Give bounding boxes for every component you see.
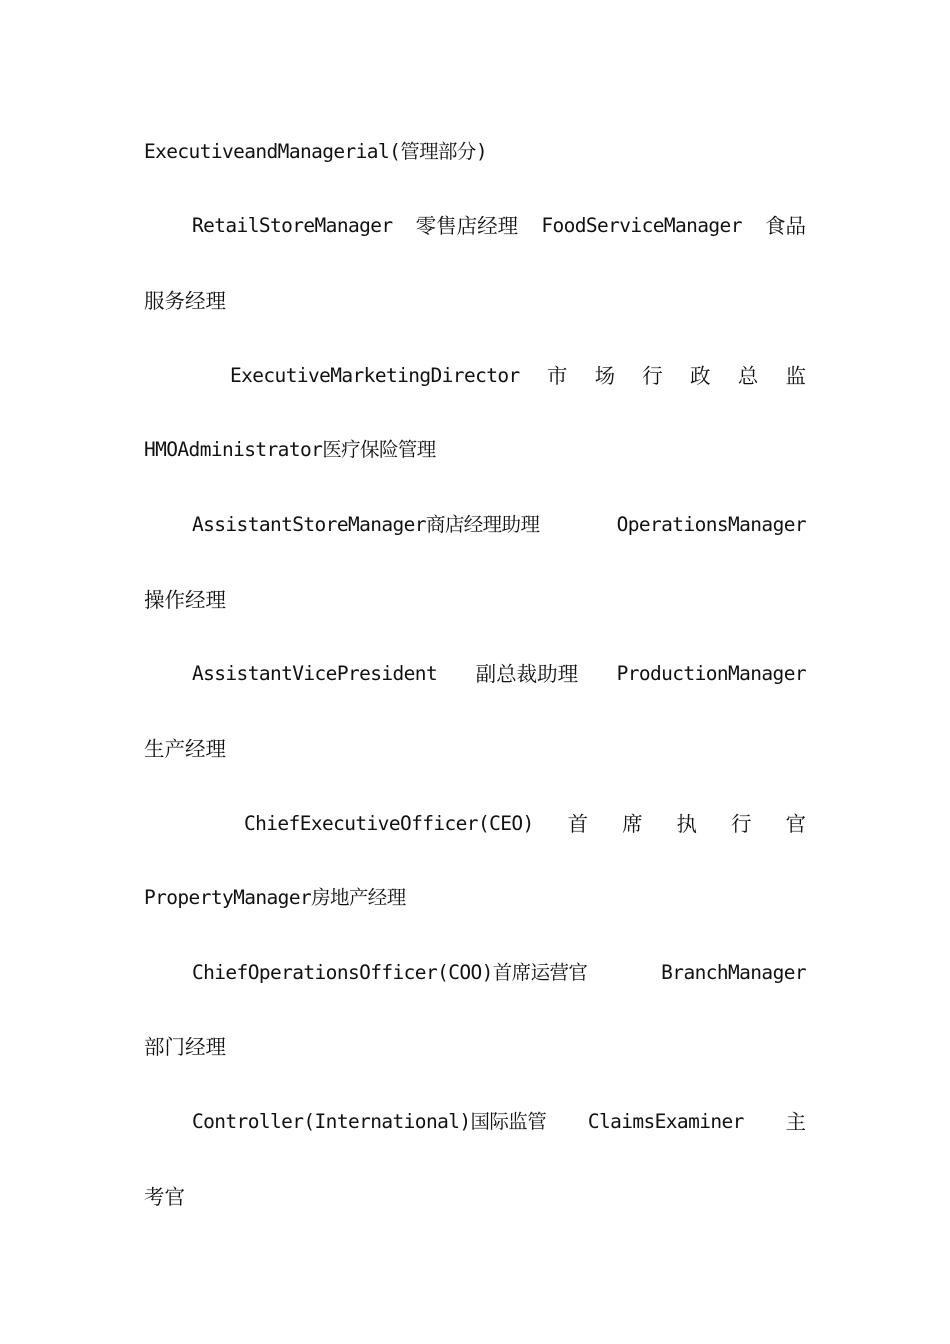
text-segment: ChiefExecutiveOfficer(CEO): [244, 812, 534, 835]
text-segment: 执: [676, 812, 698, 836]
text-segment: 食品: [764, 214, 806, 238]
text-segment: OperationsManager: [616, 513, 806, 536]
text-segment: AssistantStoreManager商店经理助理: [192, 513, 540, 536]
paragraph-line: [144, 1107, 806, 1137]
paragraph-line: 考官: [144, 1185, 185, 1209]
text-segment: RetailStoreManager: [192, 214, 393, 237]
text-segment: AssistantVicePresident: [192, 662, 438, 685]
text-segment: 市: [546, 364, 568, 388]
text-segment: ExecutiveMarketingDirector: [230, 364, 520, 387]
paragraph-line: [144, 361, 806, 391]
text-segment: ChiefOperationsOfficer(COO)首席运营官: [192, 961, 588, 984]
paragraph-line: [144, 659, 806, 689]
section-heading: ExecutiveandManagerial(管理部分): [144, 140, 487, 163]
text-segment: 场: [594, 364, 616, 388]
text-segment: 席: [622, 812, 643, 836]
text-segment: ProductionManager: [616, 662, 806, 685]
text-segment: 监: [785, 364, 806, 388]
paragraph-line: [144, 211, 806, 241]
text-segment: 政: [690, 364, 711, 388]
paragraph-line: 操作经理: [144, 588, 226, 612]
text-segment: 首: [567, 812, 589, 836]
text-segment: 零售店经理: [415, 214, 519, 238]
paragraph-line: PropertyManager房地产经理: [144, 886, 406, 909]
paragraph-line: HMOAdministrator医疗保险管理: [144, 438, 436, 461]
text-segment: 副总裁助理: [475, 662, 579, 686]
text-segment: 总: [737, 364, 759, 388]
text-segment: 行: [642, 364, 663, 388]
text-segment: Controller(International)国际监管: [192, 1110, 547, 1133]
text-segment: 官: [785, 812, 806, 836]
paragraph-line: [144, 809, 806, 839]
text-segment: ClaimsExaminer: [587, 1110, 744, 1133]
paragraph-line: 部门经理: [144, 1035, 226, 1059]
text-segment: BranchManager: [661, 961, 806, 984]
paragraph-line: [144, 510, 806, 540]
paragraph-line: [144, 958, 806, 988]
paragraph-line: 服务经理: [144, 289, 226, 313]
text-segment: 主: [785, 1110, 806, 1134]
paragraph-line: 生产经理: [144, 737, 226, 761]
text-segment: 行: [731, 812, 752, 836]
text-segment: FoodServiceManager: [541, 214, 742, 237]
